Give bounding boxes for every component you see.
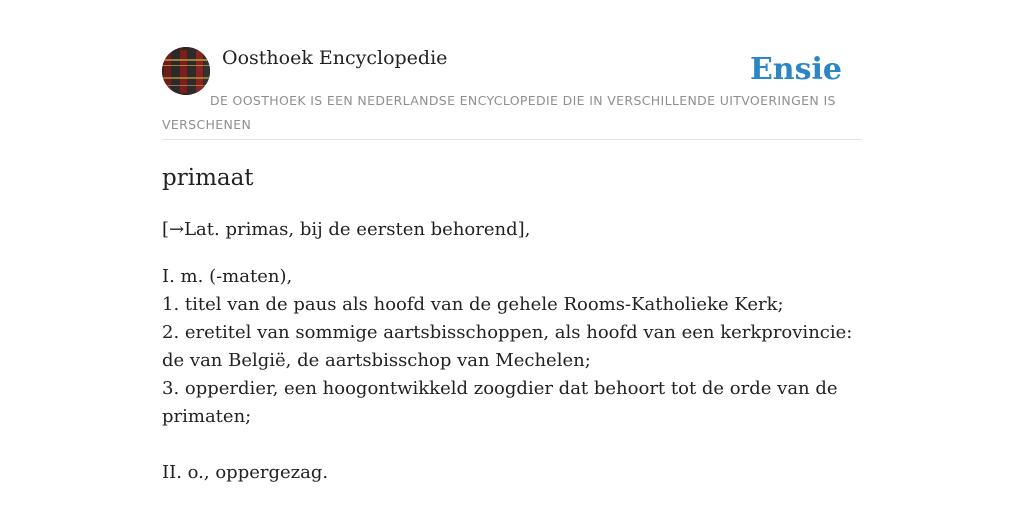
- sense-2: II. o., oppergezag.: [162, 462, 329, 483]
- paragraph-gap: [162, 431, 862, 459]
- sense-1-definition-3: 3. opperdier, een hoogontwikkeld zoogdier dat behoort tot de orde van de primaten;: [162, 378, 838, 427]
- entry-etymology: [→Lat. primas, bij de eersten behorend],: [162, 219, 531, 240]
- site-tagline: DE OOSTHOEK IS EEN NEDERLANDSE ENCYCLOPEDIE DIE IN VERSCHILLENDE UITVOERINGEN IS VERSCHENEN: [162, 93, 836, 132]
- sense-1-intro: I. m. (-maten),: [162, 266, 293, 287]
- sense-1-definition-1: 1. titel van de paus als hoofd van de gehele Rooms-Katholieke Kerk;: [162, 294, 784, 315]
- page-container: [162, 0, 862, 483]
- entry-body: [162, 263, 862, 487]
- book-spines-icon: [162, 47, 210, 95]
- site-title-link[interactable]: Oosthoek Encyclopedie: [222, 47, 448, 69]
- entry-title: primaat: [162, 165, 254, 191]
- ensie-brand-logo[interactable]: Ensie: [749, 52, 842, 87]
- site-header: [162, 0, 862, 140]
- sense-1-definition-2: 2. eretitel van sommige aartsbisschoppen, als hoofd van een kerkprovincie: de van België, de aartsbisschop van Mechelen;: [162, 322, 853, 371]
- site-avatar[interactable]: [162, 47, 210, 95]
